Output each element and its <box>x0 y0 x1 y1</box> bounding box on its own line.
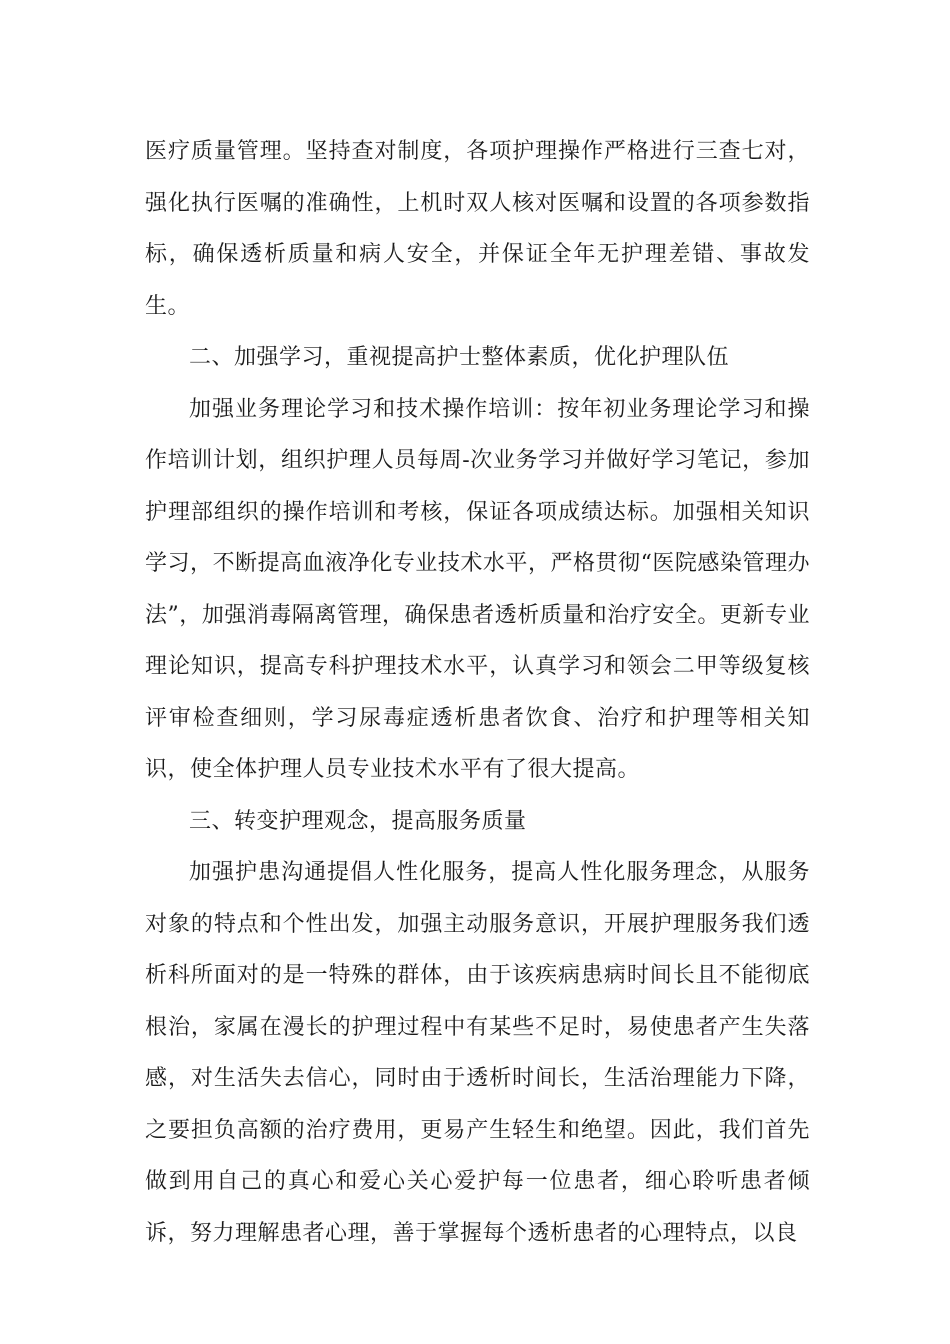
document-body <box>145 126 810 1259</box>
paragraph-training: 加强业务理论学习和技术操作培训：按年初业务理论学习和操作培训计划，组织护理人员每周-次业务学习并做好学习笔记，参加护理部组织的操作培训和考核，保证各项成绩达标。加强相关知识学习，不断提高血液净化专业技术水平，严格贯彻“医院感染管理办法”，加强消毒隔离管理，确保患者透析质量和治疗安全。更新专业理论知识，提高专科护理技术水平，认真学习和领会二甲等级复核评审检查细则，学习尿毒症透析患者饮食、治疗和护理等相关知识，使全体护理人员专业技术水平有了很大提高。 <box>145 396 810 782</box>
section-heading-2: 二、加强学习，重视提高护士整体素质，优化护理队伍 <box>189 345 730 370</box>
paragraph-service: 加强护患沟通提倡人性化服务，提高人性化服务理念，从服务对象的特点和个性出发，加强主动服务意识，开展护理服务我们透析科所面对的是一特殊的群体，由于该疾病患病时间长且不能彻底根治，家属在漫长的护理过程中有某些不足时，易使患者产生失落感，对生活失去信心，同时由于透析时间长，生活治理能力下降，之要担负高额的治疗费用，更易产生轻生和绝望。因此，我们首先做到用自己的真心和爱心关心爱护每一位患者，细心聆听患者倾诉，努力理解患者心理，善于掌握每个透析患者的心理特点，以良 <box>145 860 810 1246</box>
paragraph-continuation: 医疗质量管理。坚持查对制度，各项护理操作严格进行三查七对，强化执行医嘱的准确性，上机时双人核对医嘱和设置的各项参数指标，确保透析质量和病人安全，并保证全年无护理差错、事故发生。 <box>145 139 810 319</box>
section-heading-3: 三、转变护理观念，提高服务质量 <box>189 808 527 834</box>
